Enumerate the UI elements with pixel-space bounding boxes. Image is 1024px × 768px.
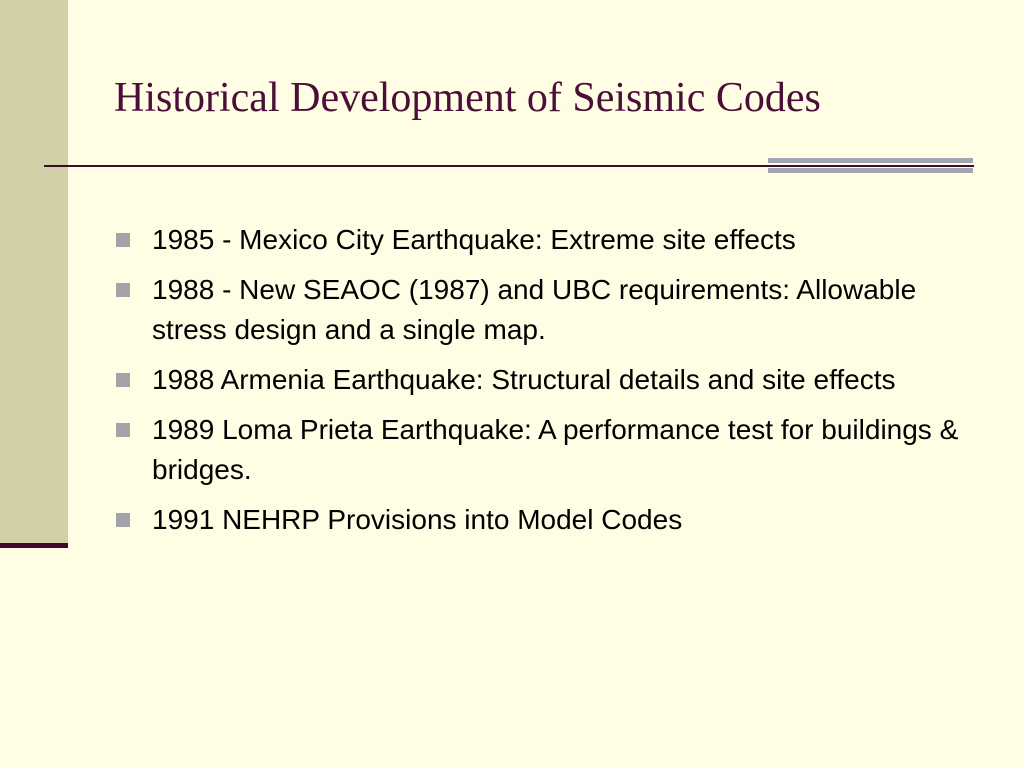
- bullet-text: 1988 Armenia Earthquake: Structural details and site effects: [152, 364, 896, 395]
- gray-square-bullet-icon: [116, 423, 130, 437]
- bullet-item: [116, 360, 966, 400]
- bullet-list: [116, 220, 966, 550]
- left-decorative-band: [0, 0, 68, 545]
- bullet-item: [116, 270, 966, 350]
- left-accent-bar: [0, 543, 68, 548]
- bullet-text: 1991 NEHRP Provisions into Model Codes: [152, 504, 683, 535]
- bullet-item: [116, 410, 966, 490]
- accent-stripe: [768, 168, 973, 173]
- gray-square-bullet-icon: [116, 373, 130, 387]
- bullet-text: 1988 - New SEAOC (1987) and UBC requirements: Allowable stress design and a single map.: [152, 274, 917, 345]
- title-divider-accent: [768, 158, 973, 178]
- bullet-text: 1985 - Mexico City Earthquake: Extreme site effects: [152, 224, 796, 255]
- accent-stripe: [768, 158, 973, 163]
- gray-square-bullet-icon: [116, 283, 130, 297]
- slide-title: Historical Development of Seismic Codes: [114, 75, 821, 121]
- bullet-text: 1989 Loma Prieta Earthquake: A performance test for buildings & bridges.: [152, 414, 959, 485]
- gray-square-bullet-icon: [116, 513, 130, 527]
- bullet-item: [116, 220, 966, 260]
- gray-square-bullet-icon: [116, 233, 130, 247]
- bullet-item: [116, 500, 966, 540]
